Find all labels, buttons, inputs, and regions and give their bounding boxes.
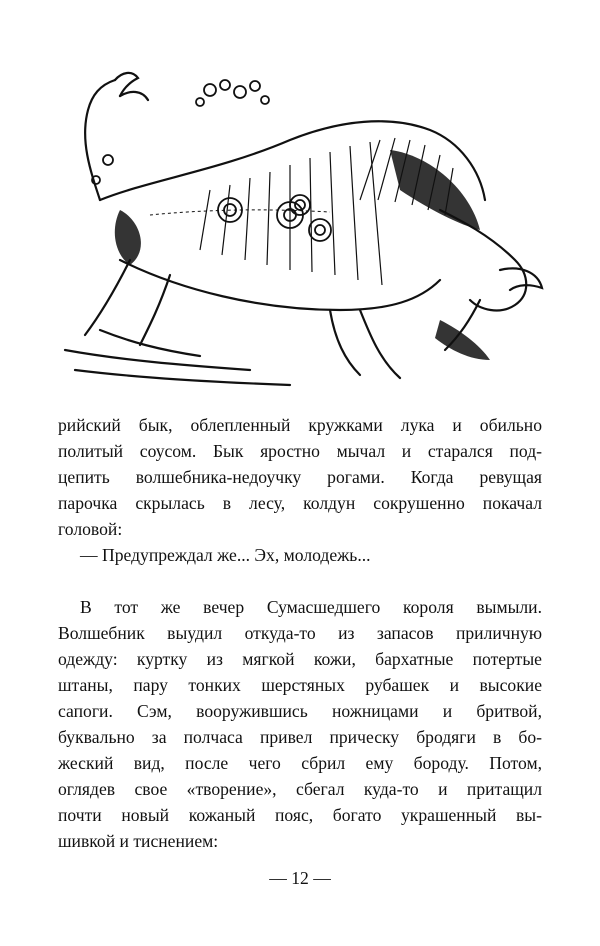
text-line: одежду: куртку из мягкой кожи, бархатные потертые <box>58 649 542 669</box>
paragraph-2 <box>58 594 542 854</box>
text-line: жеский вид, после чего сбрил ему бороду. Потом, <box>58 753 542 773</box>
text-line: Волшебник выудил откуда-то из запасов приличную <box>58 623 542 643</box>
text-line: головой: <box>58 519 123 539</box>
text-line: почти новый кожаный пояс, богато украшенный вы- <box>58 805 542 825</box>
text-line: цепить волшебника-недоучку рогами. Когда ревущая <box>58 467 542 487</box>
text-line: В тот же вечер Сумасшедшего короля вымыли. <box>80 597 542 617</box>
bull-illustration <box>60 60 550 400</box>
text-line: штаны, пару тонких шерстяных рубашек и высокие <box>58 675 542 695</box>
dialogue-line: — Предупреждал же... Эх, молодежь... <box>80 545 371 565</box>
text-line: шивкой и тиснением: <box>58 831 219 851</box>
text-line: оглядев свое «творение», сбегал куда-то и притащил <box>58 779 542 799</box>
paragraph-1 <box>58 412 542 568</box>
text-line: политый соусом. Бык яростно мычал и старался под- <box>58 441 542 461</box>
page-number: — 12 — <box>269 868 331 888</box>
text-line: сапоги. Сэм, вооружившись ножницами и бритвой, <box>58 701 542 721</box>
text-line: буквально за полчаса привел прическу бродяги в бо- <box>58 727 542 747</box>
text-line: парочка скрылась в лесу, колдун сокрушенно покачал <box>58 493 542 513</box>
text-line: рийский бык, облепленный кружками лука и обильно <box>58 415 542 435</box>
